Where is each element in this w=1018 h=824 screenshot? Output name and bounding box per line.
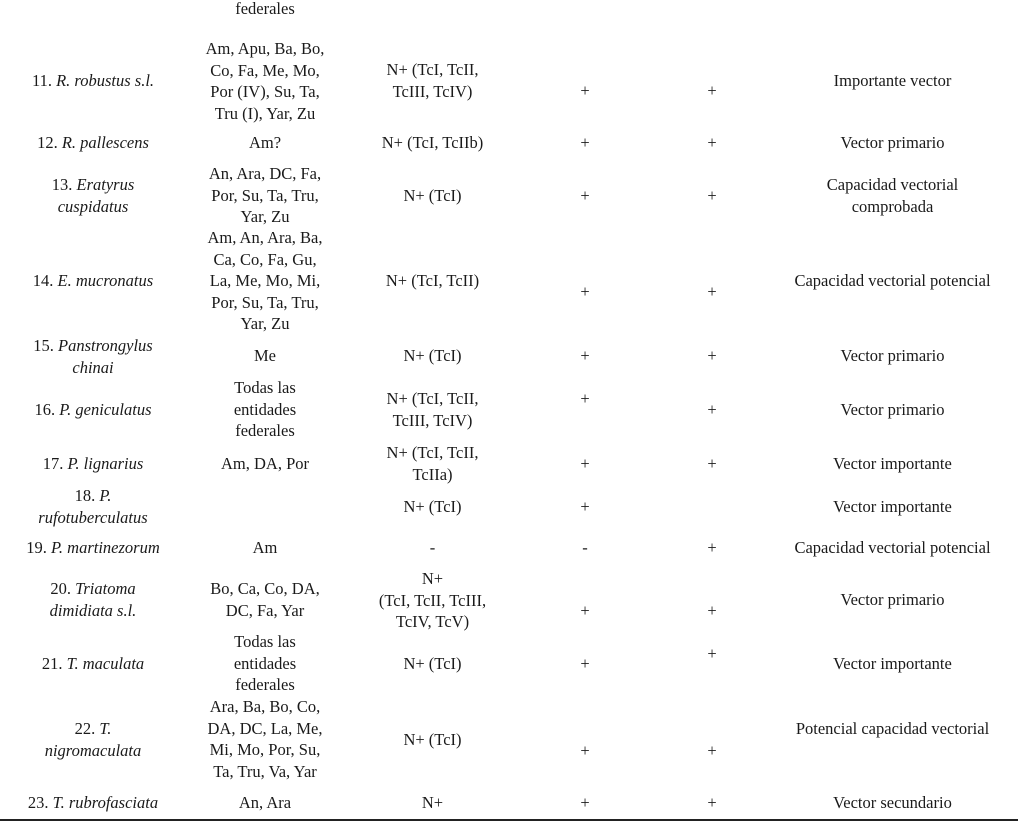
presence-a-cell: +	[580, 497, 590, 516]
species-cell: 18. P. rufotuberculatus	[38, 486, 148, 527]
infection-cell: N+ (TcI)	[403, 186, 462, 205]
infection-cell: N+ (TcI)	[403, 730, 462, 749]
infection-cell: -	[429, 538, 436, 557]
species-cell: 11. R. robustus s.l.	[31, 71, 155, 90]
presence-b-cell: +	[707, 346, 717, 365]
presence-a-cell: +	[580, 133, 590, 152]
species-cell: 14. E. mucronatus	[32, 271, 154, 290]
presence-a-cell: +	[580, 793, 590, 812]
presence-a-cell: +	[580, 389, 590, 408]
presence-a-cell: +	[580, 346, 590, 365]
table-bottom-rule	[0, 819, 1018, 821]
status-cell: Vector importante	[833, 497, 952, 516]
species-cell: 23. T. rubrofasciata	[27, 793, 159, 812]
presence-b-cell: +	[707, 538, 717, 557]
status-cell: Capacidad vectorial potencial	[794, 538, 991, 557]
presence-b-cell: +	[707, 282, 717, 301]
presence-a-cell: +	[580, 454, 590, 473]
distribution-cell: Todas las entidades federales	[233, 632, 297, 694]
presence-a-cell: +	[580, 741, 590, 760]
infection-cell: N+ (TcI)	[403, 346, 462, 365]
species-cell: 12. R. pallescens	[37, 133, 149, 152]
distribution-cell: An, Ara	[238, 793, 292, 812]
status-cell: Vector primario	[840, 133, 945, 152]
presence-b-cell: +	[707, 601, 717, 620]
presence-b-cell: +	[707, 454, 717, 473]
species-cell: 17. P. lignarius	[42, 454, 144, 473]
infection-cell: N+ (TcI, TcIIb)	[381, 133, 484, 152]
species-cell: 20. Triatoma dimidiata s.l.	[49, 579, 137, 620]
distribution-cell: An, Ara, DC, Fa, Por, Su, Ta, Tru, Yar, Zu	[208, 164, 322, 226]
presence-b-cell: +	[707, 186, 717, 205]
infection-cell: N+ (TcI, TcII, TcIII, TcIV, TcV)	[378, 569, 487, 631]
presence-b-cell: +	[707, 81, 717, 100]
status-cell: Vector importante	[833, 454, 952, 473]
infection-cell: N+ (TcI)	[403, 654, 462, 673]
presence-a-cell: +	[580, 601, 590, 620]
presence-a-cell: -	[582, 538, 588, 557]
infection-cell: N+ (TcI)	[403, 497, 462, 516]
status-cell: Importante vector	[833, 71, 952, 90]
status-cell: Vector primario	[840, 590, 945, 609]
infection-cell: N+ (TcI, TcII, TcIII, TcIV)	[386, 60, 479, 101]
species-cell: 15. Panstrongylus chinai	[33, 336, 153, 377]
distribution-cell: Am	[252, 538, 278, 557]
status-cell: Capacidad vectorial potencial	[794, 271, 991, 290]
distribution-cell: Am, DA, Por	[220, 454, 309, 473]
distribution-cell: Ara, Ba, Bo, Co, DA, DC, La, Me, Mi, Mo, Por, Su, Ta, Tru, Va, Yar	[207, 697, 323, 781]
infection-cell: N+	[421, 793, 444, 812]
infection-cell: N+ (TcI, TcII, TcIIa)	[386, 443, 479, 484]
species-cell: 19. P. martinezorum	[26, 538, 160, 557]
presence-a-cell: +	[580, 81, 590, 100]
presence-a-cell: +	[580, 186, 590, 205]
status-cell: Vector importante	[833, 654, 952, 673]
status-cell: Capacidad vectorial comprobada	[826, 175, 959, 216]
presence-a-cell: +	[580, 282, 590, 301]
presence-a-cell: +	[580, 654, 590, 673]
species-cell: 13. Eratyrus cuspidatus	[51, 175, 135, 216]
presence-b-cell: +	[707, 741, 717, 760]
distribution-cell: federales	[235, 0, 295, 18]
status-cell: Potencial capacidad vectorial	[795, 719, 990, 738]
presence-b-cell: +	[707, 644, 717, 663]
distribution-cell: Todas las entidades federales	[233, 378, 297, 440]
presence-b-cell: +	[707, 793, 717, 812]
infection-cell: N+ (TcI, TcII, TcIII, TcIV)	[386, 389, 479, 430]
species-cell: 22. T. nigromaculata	[44, 719, 142, 760]
species-cell: 21. T. maculata	[41, 654, 145, 673]
species-cell: 16. P. geniculatus	[34, 400, 152, 419]
status-cell: Vector primario	[840, 400, 945, 419]
distribution-cell: Me	[254, 346, 276, 365]
presence-b-cell: +	[707, 133, 717, 152]
status-cell: Vector primario	[840, 346, 945, 365]
distribution-cell: Bo, Ca, Co, DA, DC, Fa, Yar	[210, 579, 320, 620]
status-cell: Vector secundario	[833, 793, 952, 812]
infection-cell: N+ (TcI, TcII)	[385, 271, 480, 290]
distribution-cell: Am, An, Ara, Ba, Ca, Co, Fa, Gu, La, Me, Mo, Mi, Por, Su, Ta, Tru, Yar, Zu	[207, 228, 323, 333]
presence-b-cell: +	[707, 400, 717, 419]
distribution-cell: Am?	[248, 133, 282, 152]
distribution-cell: Am, Apu, Ba, Bo, Co, Fa, Me, Mo, Por (IV), Su, Ta, Tru (I), Yar, Zu	[205, 39, 325, 123]
